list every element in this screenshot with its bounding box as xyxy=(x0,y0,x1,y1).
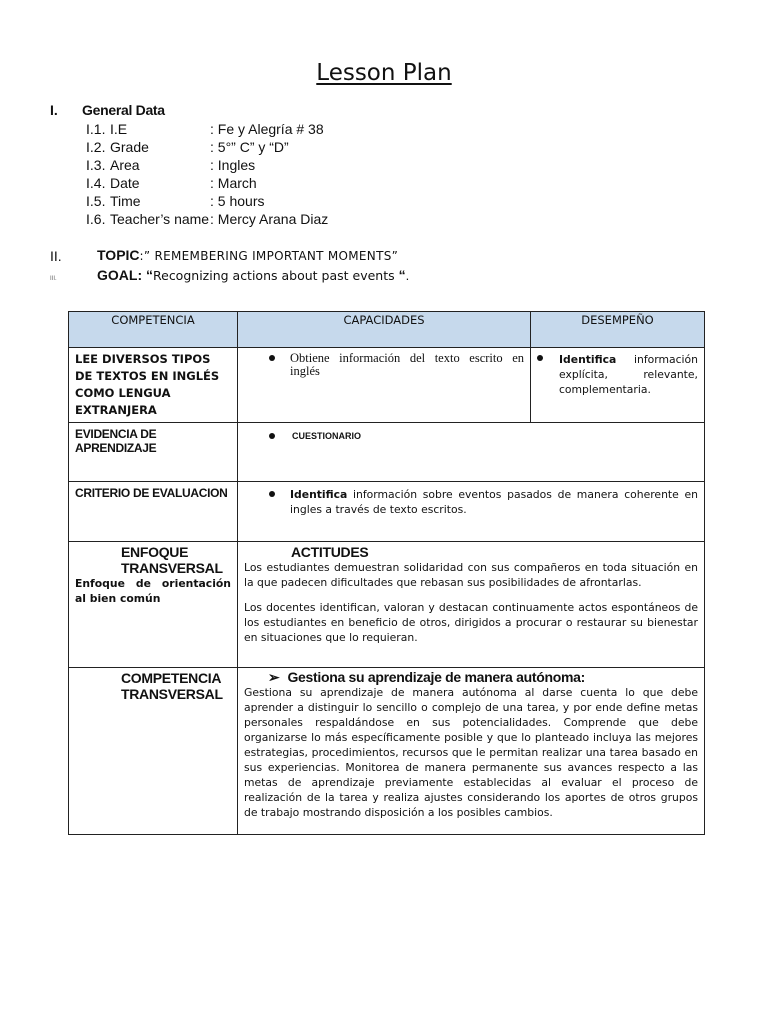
topic-line xyxy=(97,247,398,263)
bullet-icon xyxy=(269,491,275,497)
row-number: I.3. xyxy=(86,157,106,173)
row-number: I.2. xyxy=(86,139,106,155)
goal-label: GOAL: xyxy=(97,267,146,283)
row-number: I.1. xyxy=(86,121,106,137)
bullet-icon xyxy=(537,355,543,361)
header-desempeno: DESEMPEÑO xyxy=(531,312,705,348)
competencia-transversal-cell xyxy=(69,668,238,835)
actitudes-cell xyxy=(238,542,705,668)
criterio-value: Identifica información sobre eventos pasados de manera coherente en ingles a través de texto escritos. xyxy=(290,488,698,516)
capacidad-text: Obtiene información del texto escrito en inglés xyxy=(290,351,524,378)
page-title: Lesson Plan xyxy=(316,60,452,86)
row-value: : March xyxy=(210,175,257,191)
competencia-transversal-line2: TRANSVERSAL xyxy=(121,686,223,702)
bullet-icon xyxy=(269,355,275,361)
row-value: : 5°” C” y “D” xyxy=(210,139,289,155)
row-label: Time xyxy=(110,193,141,209)
row-label: I.E xyxy=(110,121,128,137)
table-row xyxy=(69,542,705,668)
competencia-cell: LEE DIVERSOS TIPOS DE TEXTOS EN INGLÉS COMO LENGUA EXTRANJERA xyxy=(69,348,238,423)
topic-text: :” REMEMBERING IMPORTANT MOMENTS” xyxy=(139,249,399,263)
section-number: II. xyxy=(50,248,62,264)
topic-label: TOPIC xyxy=(97,247,140,263)
gestiona-paragraph: Gestiona su aprendizaje de manera autónoma al darse cuenta lo que debe aprender a distinguir lo sencillo o complejo de una tarea, y por ende define metas personales respaldándose en sus potencialidades. Comprende que debe organizarse lo más específicamente posible y que lo planteado incluya las mejores estrategias, procedimientos, recursos que le permitan realizar una tarea basado en sus experiencias. Monitorea de manera permanente sus avances respecto a las metas de aprendizaje previamente establecidas al evaluar el proceso de realización de la tarea y realiza ajustes considerando los aportes de otros grupos de trabajo mostrando disposición a los posibles cambios. xyxy=(244,686,698,819)
row-value: : Ingles xyxy=(210,157,256,173)
table-row xyxy=(69,668,705,835)
capacidad-cell xyxy=(238,348,531,423)
actitudes-paragraph: Los estudiantes demuestran solidaridad con sus compañeros en toda situación en la que padecen dificultades que rebasan sus posibilidades de afrontarlas. xyxy=(244,561,698,589)
section-number: III. xyxy=(50,276,57,282)
row-label: Area xyxy=(110,157,140,173)
enfoque-cell xyxy=(69,542,238,668)
gestiona-heading: Gestiona su aprendizaje de manera autónoma: xyxy=(287,669,585,685)
goal-quote-close: “ xyxy=(398,267,406,283)
lesson-table xyxy=(68,311,705,835)
table-row xyxy=(69,423,705,482)
bullet-icon xyxy=(269,433,275,439)
evidencia-label: EVIDENCIA DE APRENDIZAJE xyxy=(69,423,238,482)
table-header-row xyxy=(69,312,705,348)
enfoque-label-line1: ENFOQUE xyxy=(121,544,189,560)
goal-line xyxy=(97,267,409,283)
row-value: : Mercy Arana Diaz xyxy=(210,211,329,227)
arrow-bullet-icon: ➢ xyxy=(268,669,280,685)
actitudes-paragraph: Los docentes identifican, valoran y destacan continuamente actos espontáneos de los estudiantes en beneficio de otros, dirigidos a procurar o restaurar su bienestar en situaciones que lo requieran. xyxy=(244,601,698,644)
desempeno-cell xyxy=(531,348,705,423)
row-label: Grade xyxy=(110,139,149,155)
desempeno-text: Identifica información explícita, relevante, complementaria. xyxy=(559,353,698,396)
header-competencia: COMPETENCIA xyxy=(69,312,238,348)
row-label: Teacher’s name xyxy=(110,211,210,227)
section-number: I. xyxy=(50,102,58,118)
section-title: General Data xyxy=(82,102,165,118)
row-number: I.6. xyxy=(86,211,106,227)
goal-quote-open: “ xyxy=(146,267,153,283)
competencia-transversal-line1: COMPETENCIA xyxy=(121,670,222,686)
enfoque-sub-label: Enfoque de orientación al bien común xyxy=(75,577,231,605)
goal-end: . xyxy=(405,268,410,283)
criterio-cell xyxy=(238,482,705,542)
evidencia-cell xyxy=(238,423,705,482)
table-row xyxy=(69,482,705,542)
criterio-label: CRITERIO DE EVALUACION xyxy=(69,482,238,542)
enfoque-label-line2: TRANSVERSAL xyxy=(121,560,223,576)
row-number: I.5. xyxy=(86,193,106,209)
header-capacidades: CAPACIDADES xyxy=(238,312,531,348)
actitudes-heading: ACTITUDES xyxy=(291,544,369,560)
gestiona-heading-line xyxy=(244,669,698,685)
goal-text: Recognizing actions about past events xyxy=(153,268,399,283)
row-value: : Fe y Alegría # 38 xyxy=(210,121,324,137)
row-value: : 5 hours xyxy=(210,193,265,209)
gestiona-cell xyxy=(238,668,705,835)
row-label: Date xyxy=(110,175,140,191)
row-number: I.4. xyxy=(86,175,106,191)
evidencia-value: CUESTIONARIO xyxy=(292,431,362,441)
table-row xyxy=(69,348,705,423)
